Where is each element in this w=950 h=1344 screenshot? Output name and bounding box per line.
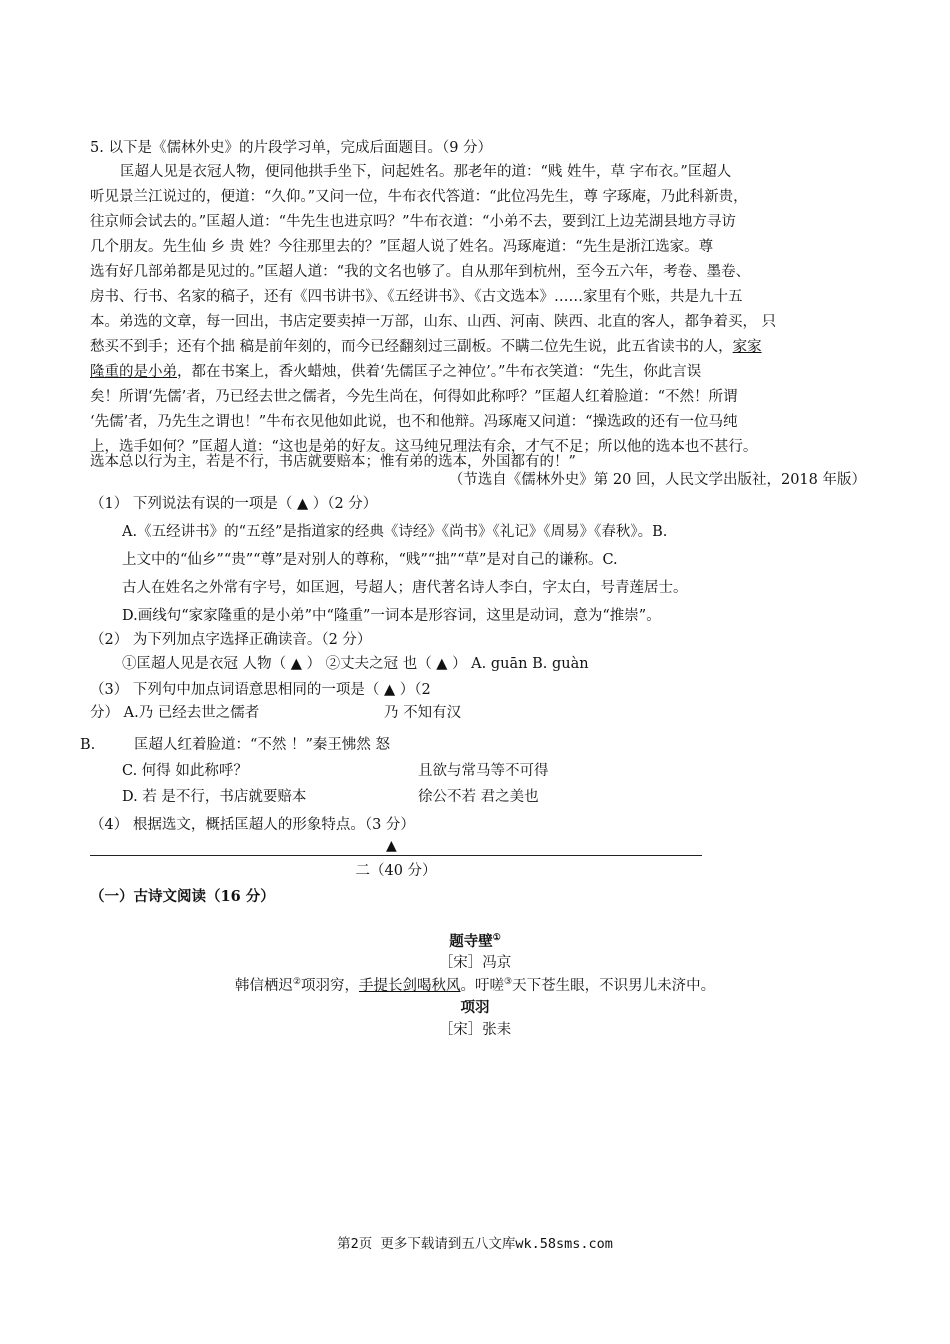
question-5-title: 5. 以下是《儒林外史》的片段学习单，完成后面题目。（9 分）: [90, 140, 493, 156]
passage-text: ，都在书案上，香火蜡烛，供着‘先儒匡子之神位’。”牛布衣笑道：“先生，你此言误: [177, 364, 702, 380]
underlined-phrase: 家家: [732, 339, 762, 355]
footnote-marker: ②: [292, 977, 301, 988]
passage-line: 选有好几部弟都是见过的。”匡超人道：“我的文名也够了。自从那年到杭州，至今五六年，考卷、墨卷、: [90, 264, 751, 280]
divider-line: [90, 855, 702, 856]
section-2-heading: 二（40 分）: [355, 863, 437, 879]
passage-line: 听见景兰江说过的，便道：“久仰。”又问一位，牛布衣代答道：“此位冯先生，尊 字琢庵，乃此科新贵，: [90, 189, 748, 205]
footnote-marker: ③: [504, 977, 513, 988]
subquestion-3-option-b-label: B.: [80, 737, 96, 753]
passage-line: 本。弟选的文章，每一回出，书店定要卖掉一万部，山东、山西、河南、陕西、北直的客人，都争着买， 只: [90, 314, 777, 330]
poem-1-title: 题寺壁①: [449, 933, 501, 950]
option-line: 上文中的“仙乡”“贵”“尊”是对别人的尊称，“贱”“拙”“草”是对自己的谦称。C.: [122, 552, 618, 568]
subquestion-4-stem: （4） 根据选文，概括匡超人的形象特点。（3 分）: [90, 817, 415, 833]
answer-mark: ▲: [386, 838, 397, 854]
poem-1-text: 韩信栖迟②项羽穷，手提长剑喝秋风。吁嗟③天下苍生眼，不识男儿未济中。: [234, 977, 716, 994]
subquestion-3-option-d: D. 若 是不行，书店就要赔本: [122, 789, 307, 805]
passage-line: 上，选手如何？”匡超人道：“这也是弟的好友。这马纯兄理法有余，才气不足；所以他的选本也不甚行。: [90, 439, 758, 455]
passage-line: [90, 337, 762, 357]
passage-line: [90, 362, 701, 382]
subquestion-1-stem: （1） 下列说法有误的一项是（ ▲ ）（2 分）: [90, 496, 378, 512]
passage-line: 房书、行书、名家的稿子，还有《四书讲书》、《五经讲书》、《古文选本》……家里有个账，共是九十五: [90, 289, 743, 305]
subquestion-3-stem: （3） 下列句中加点词语意思相同的一项是（ ▲ ）（2: [90, 682, 431, 698]
subquestion-3-option-d2: 徐公不若 君之美也: [418, 789, 539, 805]
passage-line: 矣！所谓‘先儒’者，乃已经去世之儒者，今先生尚在，何得如此称呼？”匡超人红着脸道：“不然！所谓: [90, 389, 738, 405]
passage-line: 匡超人见是衣冠人物，便同他拱手坐下，问起姓名。那老年的道：“贱 姓牛，草 字布衣。”匡超人: [120, 164, 732, 180]
footnote-marker: ①: [492, 933, 501, 944]
subquestion-3-option-c2: 且欲与常马等不可得: [418, 763, 549, 779]
subquestion-2-line: ①匡超人见是衣冠 人物（ ▲ ） ②丈夫之冠 也（ ▲ ） A. guān B. guàn: [122, 656, 589, 672]
part-1-heading: （一）古诗文阅读（16 分）: [90, 888, 275, 905]
option-line: D.画线句“家家隆重的是小弟”中“隆重”一词本是形容词，这里是动词，意为“推崇”。: [122, 608, 661, 624]
subquestion-2-stem: （2） 为下列加点字选择正确读音。（2 分）: [90, 632, 372, 648]
source-citation: （节选自《儒林外史》第 20 回，人民文学出版社，2018 年版）: [448, 472, 866, 488]
subquestion-3-option-a2: 乃 不知有汉: [384, 705, 462, 721]
option-line: 古人在姓名之外常有字号，如匡迥，号超人；唐代著名诗人李白，字太白，号青莲居士。: [122, 580, 688, 596]
page-footer: 第2页 更多下载请到五八文库wk.58sms.com: [337, 1236, 613, 1252]
underlined-phrase: 手提长剑喝秋风: [359, 978, 461, 994]
passage-line: 往京师会试去的。”匡超人道：“牛先生也进京吗？”牛布衣道：“小弟不去，要到江上边芜湖县地方寻访: [90, 214, 736, 230]
passage-line: ‘先儒’者，乃先生之谓也！”牛布衣见他如此说，也不和他辩。冯琢庵又问道：“操选政的还有一位马纯: [90, 414, 738, 430]
poem-2-title: 项羽: [460, 999, 490, 1016]
subquestion-3-option-a: 分） A.乃 已经去世之儒者: [90, 705, 260, 721]
passage-text: 愁买不到手；还有个拙 稿是前年刻的，而今已经翻刻过三副板。不瞒二位先生说，此五省读书的人，: [90, 339, 733, 355]
poem-1-author: ［宋］冯京: [438, 955, 512, 971]
subquestion-3-option-b: 匡超人红着脸道：“不然 ！”秦王怫然 怒: [134, 737, 391, 753]
poem-2-author: ［宋］张耒: [438, 1022, 512, 1038]
option-line: A.《五经讲书》的“五经”是指道家的经典《诗经》《尚书》《礼记》《周易》《春秋》。B.: [122, 524, 668, 540]
passage-line: 几个朋友。先生仙 乡 贵 姓？今往那里去的？”匡超人说了姓名。冯琢庵道：“先生是浙江选家。尊: [90, 239, 714, 255]
subquestion-3-option-c: C. 何得 如此称呼？: [122, 763, 248, 779]
passage-line: 选本总以行为主，若是不行，书店就要赔本；惟有弟的选本，外国都有的！”: [90, 454, 576, 470]
underlined-phrase: 隆重的是小弟: [90, 364, 177, 380]
